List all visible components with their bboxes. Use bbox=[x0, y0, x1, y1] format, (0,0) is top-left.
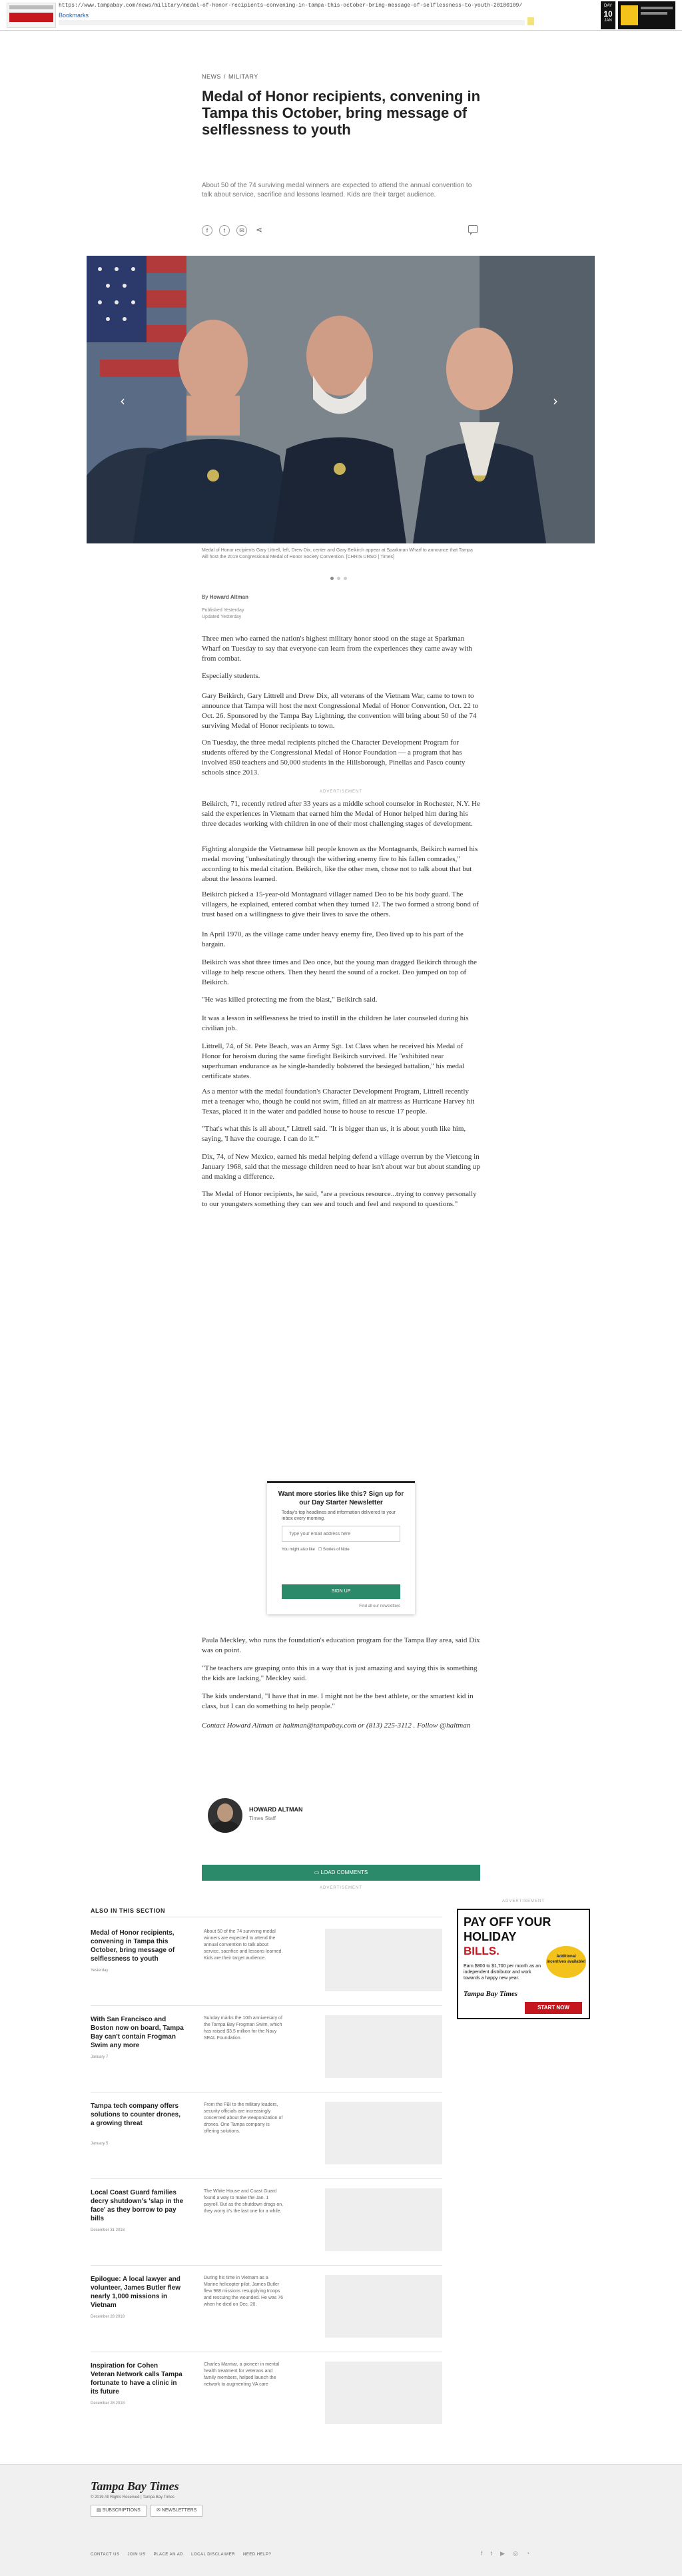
story-summary: From the FBI to the military leaders, security officials are increasingly concerned about the weaponization of drones. One Tampa company is offering solutions. bbox=[204, 2102, 283, 2134]
rss-icon[interactable]: ◔ bbox=[525, 2550, 530, 2557]
top-ad-banner[interactable] bbox=[618, 1, 675, 29]
comment-bubble-icon: ▭ bbox=[314, 1869, 320, 1875]
author-role: Times Staff bbox=[249, 1815, 276, 1821]
list-item[interactable] bbox=[91, 2102, 442, 2179]
footer-link[interactable]: NEED HELP? bbox=[242, 2553, 272, 2557]
paragraph: "That's what this is all about," Littrell said. "It is bigger than us, it is about youth like him, saying, 'I have the courage. I can do it.'" bbox=[202, 1125, 466, 1143]
ad-month-label: JAN bbox=[604, 19, 612, 23]
breadcrumb bbox=[202, 73, 258, 80]
side-advertisement[interactable] bbox=[457, 1909, 590, 2019]
instagram-icon[interactable]: ◎ bbox=[512, 2550, 518, 2557]
breadcrumb-military[interactable]: MILITARY bbox=[228, 73, 258, 80]
footer-logo[interactable]: Tampa Bay Times bbox=[91, 2479, 179, 2493]
paragraph: "He was killed protecting me from the blast," Beikirch said. bbox=[202, 996, 378, 1004]
footer-link[interactable]: PLACE AN AD bbox=[153, 2553, 184, 2557]
photo-caption: Medal of Honor recipients Gary Littrell, left, Drew Dix, center and Gary Beikirch appear at Sparkman Wharf to announce that Tampa will host the 2019 Congressional Medal of Honor Society Convention. [CHRIS URSO | Times] bbox=[202, 548, 473, 559]
story-date: December 28 2018 bbox=[91, 2315, 125, 2319]
updated-date: Updated Yesterday bbox=[202, 615, 242, 619]
paragraph: It was a lesson in selflessness he tried to instill in the children he later counseled during his civilian job. bbox=[202, 1014, 469, 1032]
footer-link[interactable]: LOCAL DISCLAIMER bbox=[191, 2553, 235, 2557]
footer-link[interactable]: JOIN US bbox=[127, 2553, 146, 2557]
paragraph: As a mentor with the medal foundation's Character Development Program, Littrell recently met a teenager who, though he could not swim, filled an air mattress as Hurricane Harvey hit Texas, placed it in the water and paddled house to house to rescue 17 people. bbox=[202, 1088, 475, 1116]
story-thumbnail[interactable] bbox=[325, 2188, 442, 2251]
ad-body: Earn $800 to $1,700 per month as an independent distributor and work towards a happy new year. bbox=[464, 1964, 541, 1981]
youtube-icon[interactable]: ▶ bbox=[500, 2550, 505, 2557]
top-ad-date[interactable] bbox=[601, 1, 615, 29]
facebook-icon[interactable]: f bbox=[481, 2550, 483, 2557]
address-bar[interactable]: https://www.tampabay.com/news/military/medal-of-honor-recipients-convening-in-tampa-this-october-bring-message-of-selflessness-to-youth-20180109/ bbox=[59, 3, 523, 9]
story-title[interactable]: Local Coast Guard families decry shutdown's 'slap in the face' as they borrow to pay bills bbox=[91, 2189, 184, 2222]
story-date: January 5 bbox=[91, 2142, 109, 2146]
list-item[interactable] bbox=[91, 2275, 442, 2352]
ad-line: PAY OFF YOUR bbox=[464, 1915, 551, 1929]
story-date: December 28 2018 bbox=[91, 2402, 125, 2406]
ad-line: BILLS. bbox=[464, 1945, 500, 1957]
story-summary: During his time in Vietnam as a Marine helicopter pilot, James Butler flew 988 missions resupplying troops and rescuing the wounded. He was 76 when he died on Dec. 20. bbox=[204, 2276, 284, 2307]
lead-photo[interactable] bbox=[87, 256, 595, 543]
site-footer bbox=[0, 2464, 682, 2576]
story-title[interactable]: Epilogue: A local lawyer and volunteer, James Butler flew nearly 1,000 missions in Vietnam bbox=[91, 2276, 181, 2309]
newsletter-signup bbox=[267, 1481, 415, 1614]
subscriptions-icon: ▤ bbox=[97, 2508, 101, 2513]
paragraph: In April 1970, as the village came under heavy enemy fire, Deo lived up to his part of the bargain. bbox=[202, 930, 464, 948]
ad-day-label: DAY bbox=[604, 4, 612, 8]
paragraph: Especially students. bbox=[202, 672, 260, 680]
photo-next-icon: › bbox=[553, 393, 558, 409]
newsletter-heading: Want more stories like this? Sign up for our Day Starter Newsletter bbox=[278, 1490, 404, 1506]
copyright: © 2019 All Rights Reserved | Tampa Bay Times bbox=[91, 2495, 174, 2499]
story-title[interactable]: Inspiration for Cohen Veteran Network calls Tampa fortunate to have a clinic in its future bbox=[91, 2362, 182, 2396]
carousel-dot[interactable] bbox=[330, 577, 334, 580]
ad-badge: Additional incentives available! bbox=[546, 1946, 586, 1978]
story-thumbnail[interactable] bbox=[325, 2275, 442, 2338]
paragraph: The Medal of Honor recipients, he said, "are a precious resource...trying to convey personally to our youngsters something they can see and touch and feel and respond to questions." bbox=[202, 1190, 477, 1208]
ad-label: ADVERTISEMENT bbox=[502, 1899, 545, 1903]
story-title[interactable]: With San Francisco and Boston now on board, Tampa Bay can't contain Frogman Swim any more bbox=[91, 2016, 184, 2049]
footer-link[interactable]: CONTACT US bbox=[91, 2553, 120, 2557]
author-name[interactable]: HOWARD ALTMAN bbox=[249, 1806, 303, 1813]
paragraph: Fighting alongside the Vietnamese hill people known as the Montagnards, Beikirch earned his medal moving "unhesitatingly through the withering enemy fire to his fallen comrades," according to his medal citation. Beikirch, like the other men, chose not to talk about that but about the lessons learned. bbox=[202, 845, 478, 883]
load-comments-label: LOAD COMMENTS bbox=[320, 1869, 368, 1875]
newsletter-options bbox=[282, 1547, 350, 1552]
published-date: Published Yesterday bbox=[202, 608, 244, 613]
paragraph: Littrell, 74, of St. Pete Beach, was an Army Sgt. 1st Class when he received his Medal of Honor for heroism during the same firefight Beikirch survived. He "exhibited near superhuman endurance as he single-handedly bolstered the besieged battalion," his medal certificate states. bbox=[202, 1042, 464, 1080]
carousel-dot[interactable] bbox=[337, 577, 340, 580]
carousel-dot[interactable] bbox=[344, 577, 347, 580]
story-summary: The White House and Coast Guard found a way to make the Jan. 1 payroll. But as the shutdown drags on, they worry it's the last one for a while. bbox=[204, 2189, 284, 2214]
browser-bar bbox=[0, 0, 682, 31]
photo-illustration bbox=[87, 256, 595, 543]
photo-prev-icon: ‹ bbox=[120, 393, 125, 409]
story-date: January 7 bbox=[91, 2055, 109, 2059]
newsletters-icon: ✉ bbox=[157, 2508, 161, 2513]
newsletters-button[interactable] bbox=[151, 2505, 202, 2517]
paragraph: Beikirch, 71, recently retired after 33 years as a middle school counselor in Rochester, N.Y. He said the experiences in Vietnam that earned him the Medal of Honor helped him during his three decades working with children in one of their most challenging stages of development. bbox=[202, 800, 480, 828]
ad-cta-button[interactable]: START NOW bbox=[525, 2002, 582, 2014]
highlight-marker bbox=[527, 17, 534, 25]
story-title[interactable]: Tampa tech company offers solutions to counter drones, a growing threat bbox=[91, 2102, 181, 2127]
breadcrumb-news[interactable]: NEWS bbox=[202, 73, 221, 80]
twitter-icon[interactable]: t bbox=[490, 2550, 493, 2557]
twitter-icon[interactable]: t bbox=[219, 225, 230, 236]
carousel-dots bbox=[330, 577, 347, 580]
paragraph: Beikirch picked a 15-year-old Montagnard villager named Deo to be his body guard. The villagers, he explained, entered combat when they turned 12. The two formed a strong bond of trust based on a willingness to give their lives to save the others. bbox=[202, 890, 479, 918]
paragraph: Dix, 74, of New Mexico, earned his medal helping defend a village overrun by the Vietcong in January 1968, said that the message children need to hear isn't about war but about standing up and making a difference. bbox=[202, 1153, 480, 1181]
checkbox-label: Stories of Note bbox=[322, 1548, 350, 1552]
subscriptions-label: SUBSCRIPTIONS bbox=[102, 2508, 141, 2513]
site-thumbnail[interactable] bbox=[7, 3, 56, 28]
list-item[interactable] bbox=[91, 2362, 442, 2439]
signup-button[interactable]: SIGN UP bbox=[282, 1584, 400, 1599]
section-heading: ALSO IN THIS SECTION bbox=[91, 1907, 166, 1914]
paragraph: The kids understand, "I have that in me. I might not be the best athlete, or the smartest kid in class, but I can do something to help people." bbox=[202, 1692, 474, 1710]
paragraph: Gary Beikirch, Gary Littrell and Drew Dix, all veterans of the Vietnam War, came to town to announce that Tampa will host the next Congressional Medal of Honor Convention, Oct. 22 to Oct. 26. Sponsored by the Tampa Bay Lightning, the convention will bring about 50 of the 74 surviving Medal of Honor recipients to town. bbox=[202, 692, 479, 730]
byline-name[interactable]: Howard Altman bbox=[209, 594, 248, 600]
article-headline: Medal of Honor recipients, convening in Tampa this October, bring message of selflessness to youth bbox=[202, 88, 481, 138]
story-thumbnail[interactable] bbox=[325, 2102, 442, 2164]
avatar[interactable] bbox=[208, 1798, 242, 1833]
list-item[interactable] bbox=[91, 2015, 442, 2093]
all-newsletters-link[interactable]: Find all our newsletters bbox=[359, 1604, 400, 1608]
paragraph: "The teachers are grasping onto this in a way that is just amazing and saying this is something the kids are lacking," Meckley said. bbox=[202, 1664, 478, 1682]
breadcrumb-separator: / bbox=[224, 73, 226, 80]
email-icon[interactable]: ✉ bbox=[236, 225, 247, 236]
ad-label: ADVERTISEMENT bbox=[320, 790, 362, 794]
article-dates bbox=[202, 607, 244, 621]
bookmarks-tab[interactable]: Bookmarks bbox=[59, 12, 89, 19]
share-bar bbox=[202, 225, 264, 237]
paragraph: Beikirch was shot three times and Deo once, but the young man dragged Beikirch through the village to help rescue others. Then they heard the sound of a rocket. Deo jumped on top of Beikirch. bbox=[202, 958, 478, 986]
email-input[interactable] bbox=[282, 1526, 400, 1542]
load-comments-button[interactable] bbox=[202, 1865, 480, 1881]
article-dek: About 50 of the 74 surviving medal winners are expected to attend the annual convention to talk about service, sacrifice and lessons learned. Kids are their target audience. bbox=[202, 182, 472, 198]
newsletters-label: NEWSLETTERS bbox=[161, 2508, 197, 2513]
tab-strip bbox=[59, 20, 525, 25]
byline bbox=[202, 594, 248, 600]
story-thumbnail[interactable] bbox=[325, 2362, 442, 2424]
ad-day-number: 10 bbox=[603, 9, 613, 19]
contact-line: Contact Howard Altman at haltman@tampabay.com or (813) 225-3112 . Follow @haltman bbox=[202, 1722, 471, 1730]
facebook-icon[interactable]: f bbox=[202, 225, 212, 236]
subscriptions-button[interactable] bbox=[91, 2505, 147, 2517]
story-thumbnail[interactable] bbox=[325, 2015, 442, 2078]
checkbox-icon[interactable]: ☐ bbox=[318, 1548, 322, 1552]
paragraph: Paula Meckley, who runs the foundation's education program for the Tampa Bay area, said Dix was on point. bbox=[202, 1636, 480, 1654]
list-item[interactable] bbox=[91, 2188, 442, 2266]
newsletter-description: Today's top headlines and information delivered to your inbox every morning. bbox=[282, 1510, 396, 1521]
story-date: Yesterday bbox=[91, 1969, 109, 1973]
ad-line: HOLIDAY bbox=[464, 1930, 517, 1943]
ad-brand-logo: Tampa Bay Times bbox=[464, 1990, 518, 1998]
story-title[interactable]: Medal of Honor recipients, convening in Tampa this October, bring message of selflessness to youth bbox=[91, 1929, 175, 1963]
ad-label: ADVERTISEMENT bbox=[320, 1886, 362, 1890]
footer-links bbox=[91, 2553, 271, 2557]
story-summary: Sunday marks the 10th anniversary of the Tampa Bay Frogman Swim, which has raised $3.5 million for the Navy SEAL Foundation. bbox=[204, 2016, 282, 2041]
social-links bbox=[481, 2550, 529, 2557]
might-like-label: You might also like bbox=[282, 1548, 315, 1552]
share-icon[interactable]: ⋖ bbox=[255, 225, 263, 234]
list-item[interactable] bbox=[91, 1929, 442, 2006]
author-bio bbox=[208, 1798, 481, 1838]
byline-prefix: By bbox=[202, 594, 208, 600]
story-thumbnail[interactable] bbox=[325, 1929, 442, 1991]
story-date: December 31 2018 bbox=[91, 2228, 125, 2232]
comments-icon[interactable] bbox=[468, 225, 478, 233]
story-summary: Charles Marmar, a pioneer in mental health treatment for veterans and family members, helped launch the network to augmenting VA care bbox=[204, 2362, 280, 2387]
story-summary: About 50 of the 74 surviving medal winners are expected to attend the annual convention to talk about service, sacrifice and lessons learned. Kids are their target audience. bbox=[204, 1929, 283, 1961]
paragraph: Three men who earned the nation's highest military honor stood on the stage at Sparkman Wharf on Tuesday to say that everyone can learn from the experiences they came away with from combat. bbox=[202, 635, 472, 663]
paragraph: On Tuesday, the three medal recipients pitched the Character Development Program for students offered by the Congressional Medal of Honor Foundation — a program that has involved 850 teachers and 50,000 students in the Hillsborough, Pinellas and Pasco county schools since 2013. bbox=[202, 739, 466, 777]
